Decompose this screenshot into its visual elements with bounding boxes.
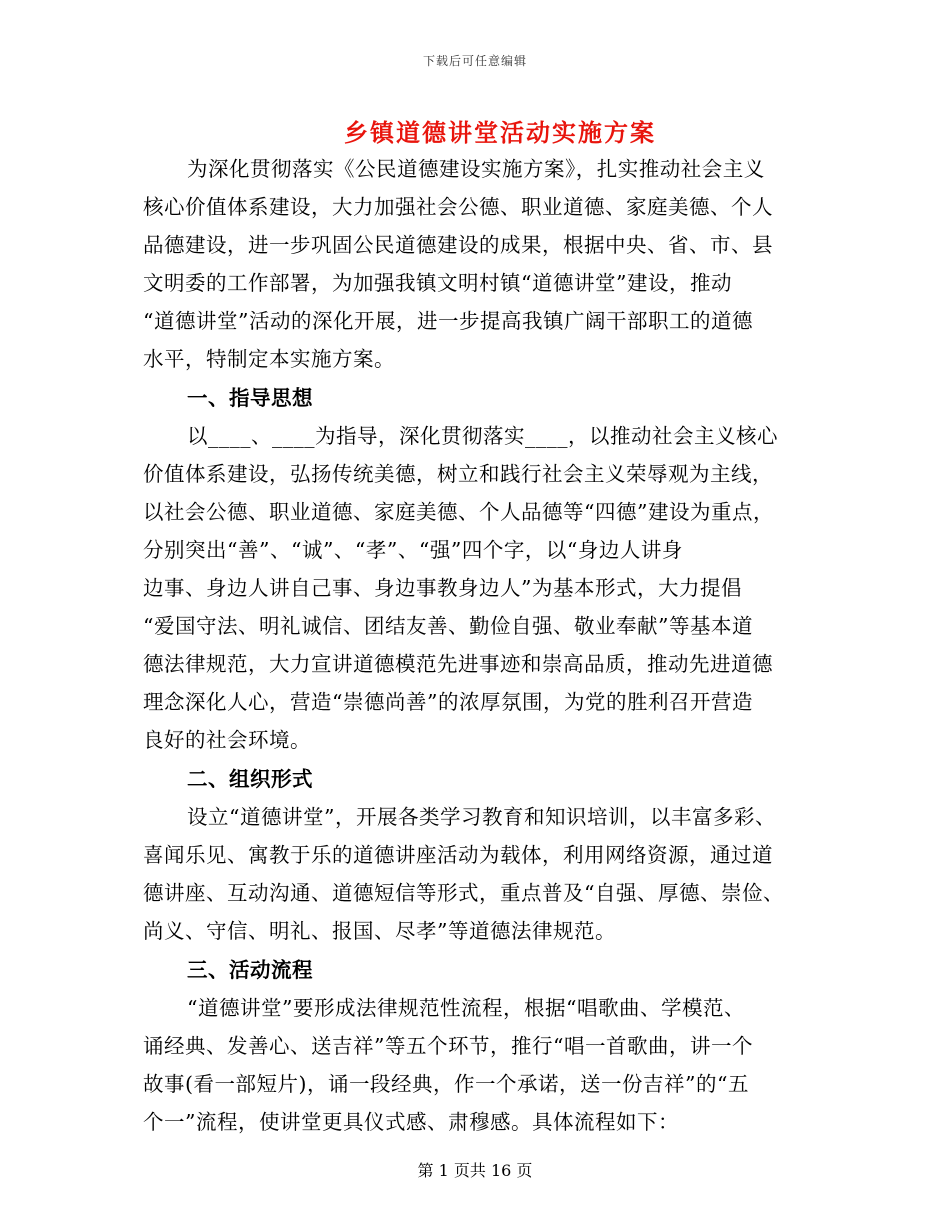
section2-line: 设立“道德讲堂”，开展各类学习教育和知识培训，以丰富多彩、 (187, 805, 776, 829)
section3-line: 个一”流程，使讲堂更具仪式感、肃穆感。具体流程如下： (143, 1110, 679, 1134)
section3-line: “道德讲堂”要形成法律规范性流程，根据“唱歌曲、学模范、 (187, 996, 745, 1020)
section-heading-guiding-thought: 一、指导思想 (187, 386, 313, 410)
section2-line: 喜闻乐见、寓教于乐的道德讲座活动为载体，利用网络资源，通过道 (143, 843, 773, 867)
section3-line: 故事(看一部短片)，诵一段经典，作一个承诺，送一份吉祥”的“五 (143, 1072, 749, 1096)
section3-line: 诵经典、发善心、送吉祥”等五个环节，推行“唱一首歌曲，讲一个 (143, 1034, 753, 1058)
document-body (143, 150, 815, 1141)
section-heading-activity-process: 三、活动流程 (187, 958, 313, 982)
section1-line: 边事、身边人讲自己事、身边事教身边人”为基本形式，大力提倡 (143, 576, 742, 600)
section1-line: “爱国守法、明礼诚信、团结友善、勤俭自强、敬业奉献”等基本道 (143, 614, 753, 638)
intro-line: 水平，特制定本实施方案。 (143, 347, 395, 371)
header-note: 下载后可任意编辑 (422, 54, 527, 68)
intro-line: 品德建设，进一步巩固公民道德建设的成果，根据中央、省、市、县 (143, 233, 773, 257)
intro-line: 为深化贯彻落实《公民道德建设实施方案》，扎实推动社会主义 (187, 157, 765, 181)
section1-line: 价值体系建设，弘扬传统美德，树立和践行社会主义荣辱观为主线， (143, 462, 773, 486)
section1-line: 理念深化人心，营造“崇德尚善”的浓厚氛围，为党的胜利召开营造 (143, 690, 753, 714)
page-number-footer: 第 1 页共 16 页 (417, 1161, 533, 1180)
intro-line: “道德讲堂”活动的深化开展，进一步提高我镇广阔干部职工的道德 (143, 309, 753, 333)
section-heading-organization-form: 二、组织形式 (187, 767, 313, 791)
intro-line: 文明委的工作部署，为加强我镇文明村镇“道德讲堂”建设，推动 (143, 271, 732, 295)
section2-line: 德讲座、互动沟通、道德短信等形式，重点普及“自强、厚德、崇俭、 (143, 881, 784, 905)
document-title: 乡镇道德讲堂活动实施方案 (344, 118, 656, 147)
intro-line: 核心价值体系建设，大力加强社会公德、职业道德、家庭美德、个人 (143, 195, 773, 219)
section1-line: 以____、____为指导，深化贯彻落实____，以推动社会主义核心 (187, 424, 778, 448)
section1-line: 良好的社会环境。 (143, 728, 311, 752)
section1-line: 分别突出“善”、“诚”、“孝”、“强”四个字，以“身边人讲身 (143, 538, 683, 562)
section2-line: 尚义、守信、明礼、报国、尽孝”等道德法律规范。 (143, 919, 616, 943)
section1-line: 以社会公德、职业道德、家庭美德、个人品德等“四德”建设为重点， (143, 500, 774, 524)
section1-line: 德法律规范，大力宣讲道德模范先进事迹和崇高品质，推动先进道德 (143, 652, 773, 676)
